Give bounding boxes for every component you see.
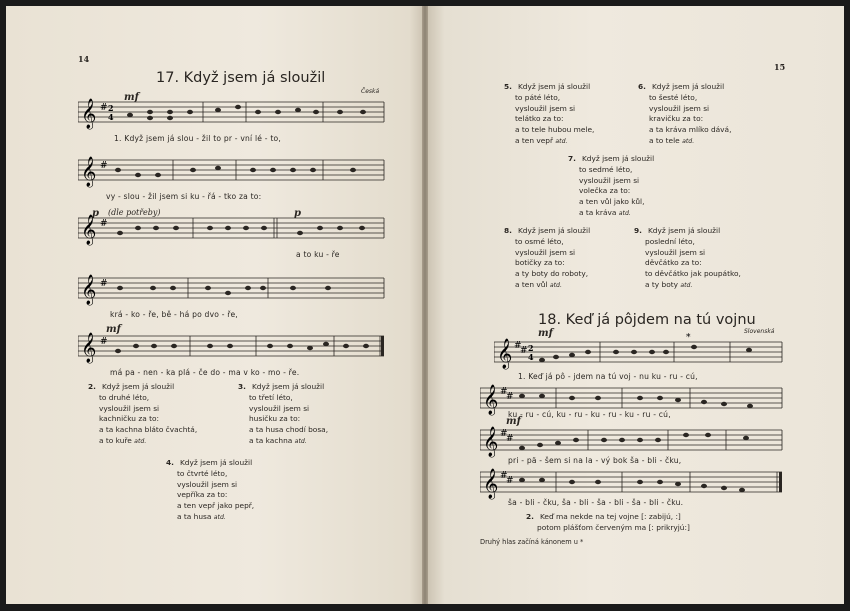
footnote: Druhý hlas začíná kánonem u * — [480, 538, 584, 546]
verse-5: 5. Když jsem já sloužil to páté léto, vysloužil jsem si telátko za to: a to tele hubou mele, a ten vepř atd. — [504, 82, 595, 145]
svg-text:#: # — [100, 219, 108, 229]
svg-text:𝄞: 𝄞 — [81, 215, 97, 245]
svg-text:2: 2 — [528, 343, 534, 353]
verse-9: 9. Když jsem já sloužil poslední léto, vysloužil jsem si děvčátko za to: to děvčátko jak poupátko, a ty boty atd. — [634, 226, 741, 289]
svg-text:𝄞: 𝄞 — [81, 99, 97, 129]
svg-text:#: # — [100, 337, 108, 347]
lyric-line-2: vy - slou - žil jsem si ku - řá - tko za to: — [106, 192, 262, 201]
svg-text:𝄞: 𝄞 — [81, 157, 97, 187]
lyric-line-r1: 1. Keď já pô - jdem na tú voj - nu ku - ru - cú, — [518, 372, 698, 381]
music-staff-r4 — [480, 462, 784, 502]
song-origin: Česká — [361, 88, 380, 95]
lyric-line-r4: ša - bli - čku, ša - bli - ša - bli - ša - bli - čku. — [508, 498, 684, 507]
page-number: 14 — [78, 54, 90, 64]
song-origin: Slovenská — [744, 328, 775, 335]
dynamic-marking: mf — [124, 92, 139, 103]
svg-text:#: # — [520, 346, 528, 356]
lyric-line-r2: ku - ru - cú, ku - ru - ku - ru - ku - ru - cú, — [508, 410, 671, 419]
song-title: 17. Když jsem já sloužil — [156, 70, 326, 86]
svg-text:#: # — [100, 161, 108, 171]
music-staff-5 — [78, 326, 386, 366]
lyric-line-r3: pri - pä - šem si na la - vý bok ša - bli - čku, — [508, 456, 682, 465]
dynamic-marking: mf — [538, 328, 553, 339]
lyric-line-5: má pa - nen - ka plá - če do - ma v ko - mo - ře. — [110, 368, 300, 377]
dynamic-marking: p — [92, 208, 99, 219]
svg-text:𝄞: 𝄞 — [81, 275, 97, 305]
svg-text:#: # — [100, 103, 108, 113]
svg-text:𝄞: 𝄞 — [497, 339, 513, 369]
svg-text:#: # — [500, 387, 508, 397]
svg-text:4: 4 — [108, 112, 114, 122]
lyric-line-4: krá - ko - ře, bě - há po dvo - ře, — [110, 310, 238, 319]
svg-text:#: # — [100, 279, 108, 289]
music-staff-4 — [78, 268, 386, 308]
right-page — [428, 6, 844, 604]
song-title: 18. Keď já pôjdem na tú vojnu — [538, 312, 756, 328]
lyric-line-1: 1. Když jsem já slou - žil to pr - vní lé - to, — [114, 134, 281, 143]
dynamic-marking: mf — [506, 416, 521, 427]
svg-text:𝄞: 𝄞 — [81, 333, 97, 363]
svg-text:#: # — [500, 429, 508, 439]
svg-text:#: # — [506, 434, 514, 444]
svg-text:#: # — [514, 341, 522, 351]
left-page — [6, 6, 422, 604]
verse-4: 4. Když jsem já sloužil to čtvrté léto, vysloužil jsem si vepříka za to: a ten vepř jako pepř, a ta husa atd. — [166, 458, 255, 521]
verse-2-slovak: 2. Keď ma nekde na tej vojne [: zabijú, :] potom plášťom červeným ma [: prikryjú:] — [526, 512, 690, 532]
svg-text:2: 2 — [108, 103, 114, 113]
verse-6: 6. Když jsem já sloužil to šesté léto, vysloužil jsem si kravičku za to: a ta kráva mlíko dává, a to tele atd. — [638, 82, 732, 145]
page-number: 15 — [774, 62, 786, 72]
verse-7: 7. Když jsem já sloužil to sedmé léto, vysloužil jsem si volečka za to: a ten vůl jako kůl, a ta kráva atd. — [568, 154, 655, 217]
svg-text:𝄞: 𝄞 — [483, 469, 499, 499]
svg-text:#: # — [506, 392, 514, 402]
music-staff-2 — [78, 150, 386, 190]
dynamic-marking: p — [294, 208, 301, 219]
performance-hint: (dle potřeby) — [108, 208, 161, 217]
dynamic-marking: mf — [106, 324, 121, 335]
verse-3: 3. Když jsem já sloužil to třetí léto, vysloužil jsem si husičku za to: a ta husa chodí bosa, a ta kachna atd. — [238, 382, 329, 445]
svg-text:*: * — [686, 333, 691, 343]
svg-text:𝄞: 𝄞 — [483, 427, 499, 457]
lyric-line-3: a to ku - ře — [296, 250, 340, 259]
svg-text:𝄞: 𝄞 — [483, 385, 499, 415]
svg-text:4: 4 — [528, 352, 534, 362]
music-staff-r3 — [480, 420, 784, 460]
svg-text:#: # — [506, 476, 514, 486]
verse-8: 8. Když jsem já sloužil to osmé léto, vysloužil jsem si botičky za to: a ty boty do roboty, a ten vůl atd. — [504, 226, 591, 289]
verse-2: 2. Když jsem já sloužil to druhé léto, vysloužil jsem si kachničku za to: a ta kachna bláto čvachtá, a to kuře atd. — [88, 382, 198, 445]
svg-text:#: # — [500, 471, 508, 481]
